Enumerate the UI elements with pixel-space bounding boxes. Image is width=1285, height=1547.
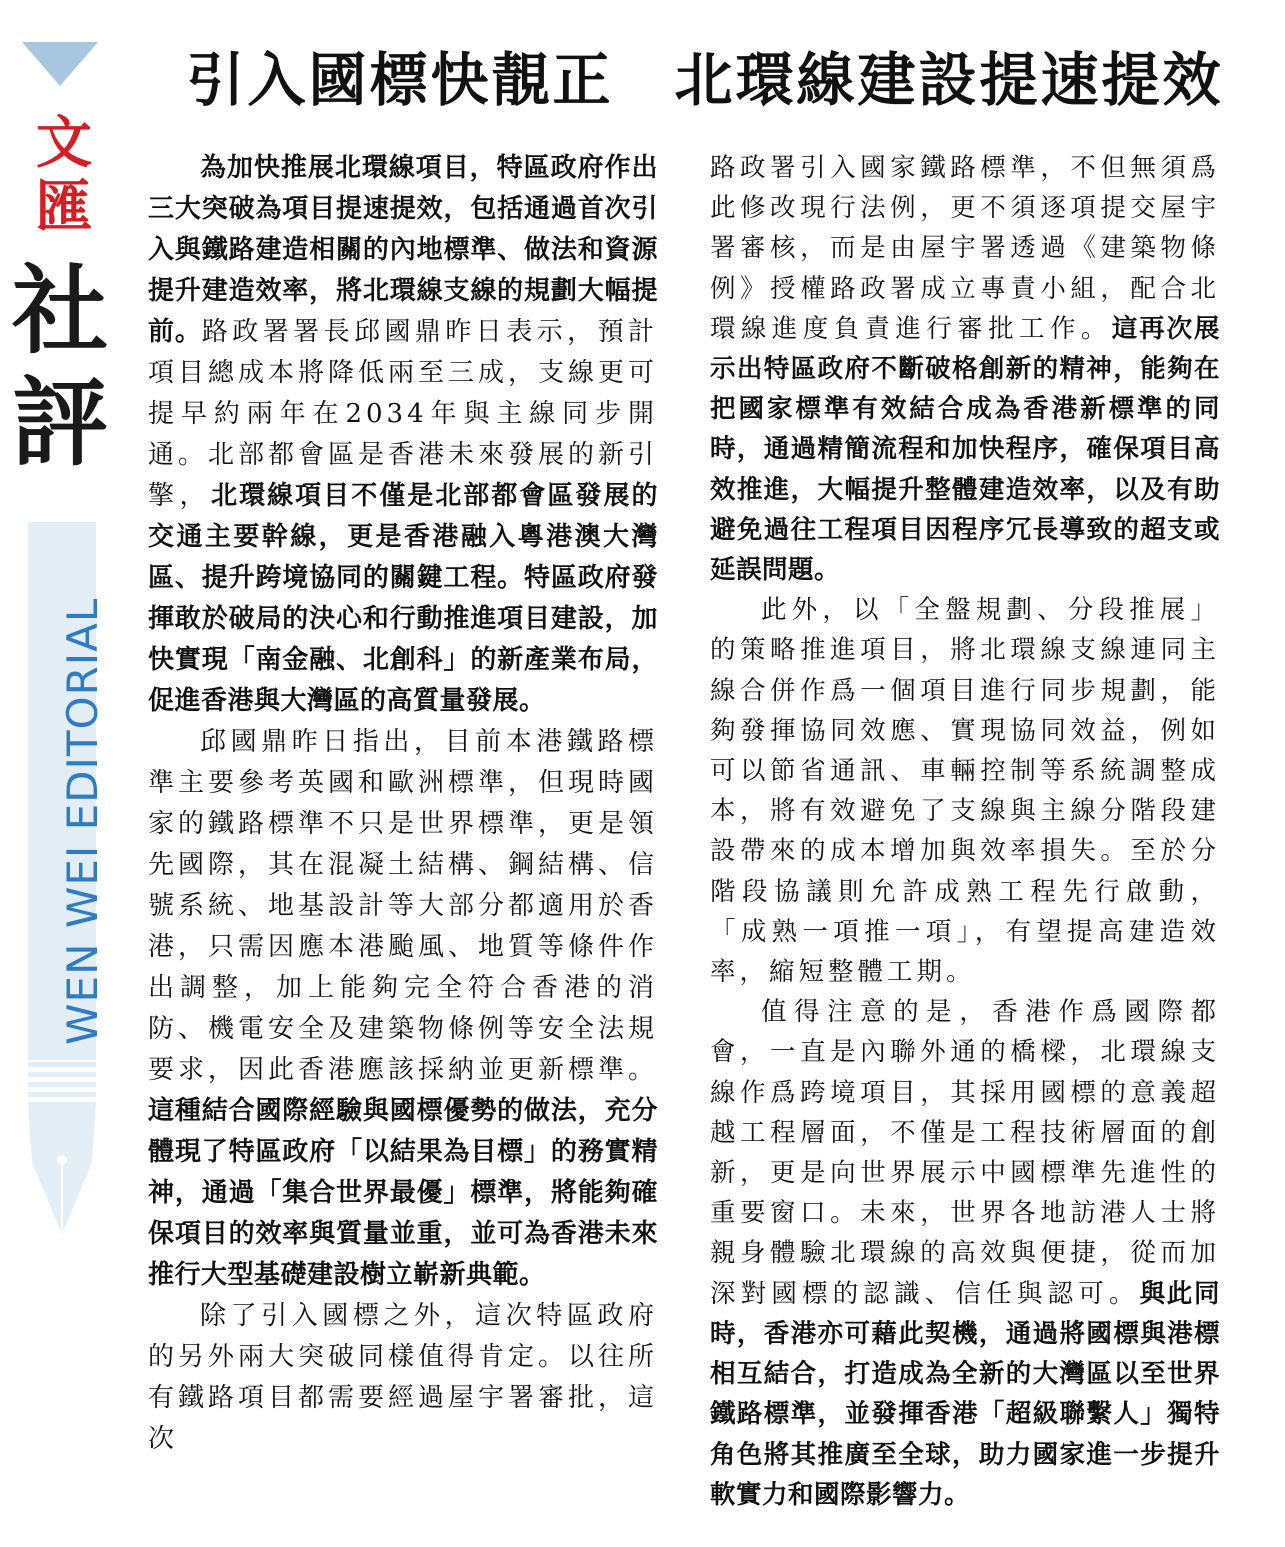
brand-name: 文匯 [36, 111, 92, 240]
headline: 引入國標快靚正 北環線建設提速提效 [186, 46, 1224, 114]
p4-body: 此外，以「全盤規劃、分段推展」的策略推進項目，將北環線支線連同主線合併作爲一個項目進行同步規劃，能夠發揮協同效應、實現協同效益，例如可以節省通訊、車輛控制等系統調整成本，將有效避免了支線與主線分階段建設帶來的成本增加與效率損失。至於分階段協議則允許成熟工程先行啟動，「成熟一項推一項」，有望提高建造效率，縮短整體工期。 [710, 595, 1220, 988]
p2-body: 邱國鼎昨日指出，目前本港鐵路標準主要參考英國和歐洲標準，但現時國家的鐵路標準不只是世界標準，更是領先國際，其在混凝土結構、鋼結構、信號系統、地基設計等大部分都適用於香港，只需因應本港颱風、地質等條件作出調整，加上能夠完全符合香港的消防、機電安全及建築物條例等安全法規要求，因此香港應該採納並更新標準。 [148, 727, 659, 1085]
p1-emphasis: 北環線項目不僅是北部都會區發展的交通主要幹線，更是香港融入粵港澳大灣區、提升跨境協同的關鍵工程。特區政府發揮敢於破局的決心和行動推進項目建設，加快實現「南金融、北創科」的新產業布局，促進香港與大灣區的高質量發展。 [148, 481, 658, 716]
p3-body: 除了引入國標之外，這次特區政府的另外兩大突破同樣值得肯定。以往所有鐵路項目都需要經過屋宇署審批，這次 [148, 1301, 659, 1454]
paragraph-4 [710, 590, 1220, 992]
paragraph-3-continued [710, 148, 1220, 590]
paragraph-3 [148, 1296, 658, 1460]
p3-cont-body: 路政署引入國家鐵路標準，不但無須爲此修改現行法例，更不須逐項提交屋宇署審核，而是由屋宇署透過《建築物條例》授權路政署成立專責小組，配合北環線進度負責進行審批工作。 [710, 153, 1220, 344]
p3-cont-emphasis: 這再次展示出特區政府不斷破格創新的精神，能夠在把國家標準有效結合成為香港新標準的同時，通過精簡流程和加快程序，確保項目高效推進，大幅提升整體建造效率，以及有助避免過往工程項目因程序冗長導致的超支或延誤問題。 [710, 313, 1220, 586]
p5-emphasis: 與此同時，香港亦可藉此契機，通過將國標與港標相互結合，打造成為全新的大灣區以至世界鐵路標準，並發揮香港「超級聯繫人」獨特角色將其推廣至全球，助力國家進一步提升軟實力和國際影響力。 [710, 1278, 1220, 1510]
left-column [148, 148, 658, 1460]
p2-emphasis: 這種結合國際經驗與國標優勢的做法，充分體現了特區政府「以結果為目標」的務實精神，通過「集合世界最優」標準，將能夠確保項目的效率與質量並重，並可為香港未來推行大型基礎建設樹立嶄新典範。 [148, 1096, 658, 1290]
p5-body: 值得注意的是，香港作爲國際都會，一直是內聯外通的橋樑，北環線支線作爲跨境項目，其採用國標的意義超越工程層面，不僅是工程技術層面的創新，更是向世界展示中國標準先進性的重要窗口。未來，世界各地訪港人士將親身體驗北環線的高效與便捷，從而加深對國標的認識、信任與認可。 [710, 997, 1220, 1309]
fountain-pen-nib-icon [22, 1062, 102, 1237]
p1-lead: 為加快推展北環線項目，特區政府作出三大突破為項目提速提效，包括通過首次引入與鐵路建造相關的內地標準、做法和資源提升建造效率，將北環線支線的規劃大幅提前。 [148, 153, 658, 347]
editorial-masthead [0, 0, 120, 1547]
p1-body: 路政署署長邱國鼎昨日表示，預計項目總成本將降低兩至三成，支線更可提早約兩年在2034年與主線同步開通。北部都會區是香港未來發展的新引擎， [148, 317, 659, 511]
english-label: WEN WEI EDITORIAL [58, 597, 107, 1045]
section-title: 社評 [12, 254, 108, 479]
triangle-ornament [22, 42, 98, 86]
paragraph-2 [148, 722, 658, 1296]
paragraph-5 [710, 992, 1220, 1515]
paragraph-1 [148, 148, 658, 722]
right-column [710, 148, 1220, 1515]
